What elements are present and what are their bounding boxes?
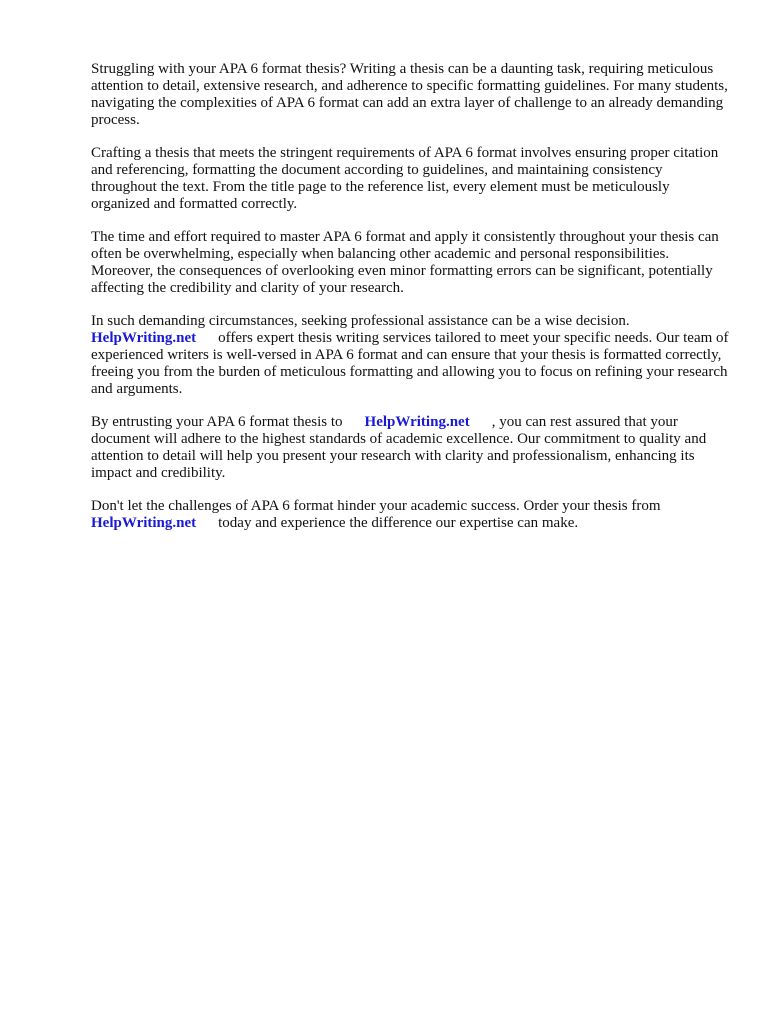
paragraph-text: Don't let the challenges of APA 6 format hinder your academic success. Order your thesis from — [91, 498, 661, 514]
paragraph-text: today and experience the difference our expertise can make. — [218, 515, 579, 531]
paragraph-text: By entrusting your APA 6 format thesis to — [91, 414, 343, 430]
helpwriting-link[interactable]: HelpWriting.net — [364, 414, 470, 430]
paragraph-assistance — [91, 313, 731, 398]
paragraph-text: In such demanding circumstances, seeking professional assistance can be a wise decision. — [91, 313, 630, 329]
paragraph-requirements — [91, 145, 731, 213]
paragraph-text: offers expert thesis writing services tailored to meet your specific needs. Our team of experienced writers is well-versed in APA 6 format and can ensure that your thesis is formatted correctly, freeing you from the burden of meticulous formatting and allowing you to focus on refining your research and arguments. — [91, 330, 729, 397]
paragraph-call-to-action — [91, 498, 731, 532]
paragraph-text: Crafting a thesis that meets the stringent requirements of APA 6 format involves ensuring proper citation and referencing, formatting the document according to guidelines, and maintaining consistency throughout the text. From the title page to the reference list, every element must be meticulously organized and formatted correctly. — [91, 145, 719, 212]
helpwriting-link[interactable]: HelpWriting.net — [91, 330, 197, 346]
paragraph-text: The time and effort required to master APA 6 format and apply it consistently throughout your thesis can often be overwhelming, especially when balancing other academic and personal responsibilities. Moreover, the consequences of overlooking even minor formatting errors can be significant, potentially affecting the credibility and clarity of your research. — [91, 229, 719, 296]
document-body — [91, 61, 731, 548]
paragraph-intro — [91, 61, 731, 129]
paragraph-text: , you can rest assured that your document will adhere to the highest standards of academic excellence. Our commitment to quality and attention to detail will help you present your research with clarity and professionalism, enhancing its impact and credibility. — [91, 414, 707, 481]
paragraph-entrusting — [91, 414, 731, 482]
paragraph-effort — [91, 229, 731, 297]
helpwriting-link[interactable]: HelpWriting.net — [91, 515, 197, 531]
paragraph-text: Struggling with your APA 6 format thesis? Writing a thesis can be a daunting task, requiring meticulous attention to detail, extensive research, and adherence to specific formatting guidelines. For many students, navigating the complexities of APA 6 format can add an extra layer of challenge to an already demanding process. — [91, 61, 728, 128]
